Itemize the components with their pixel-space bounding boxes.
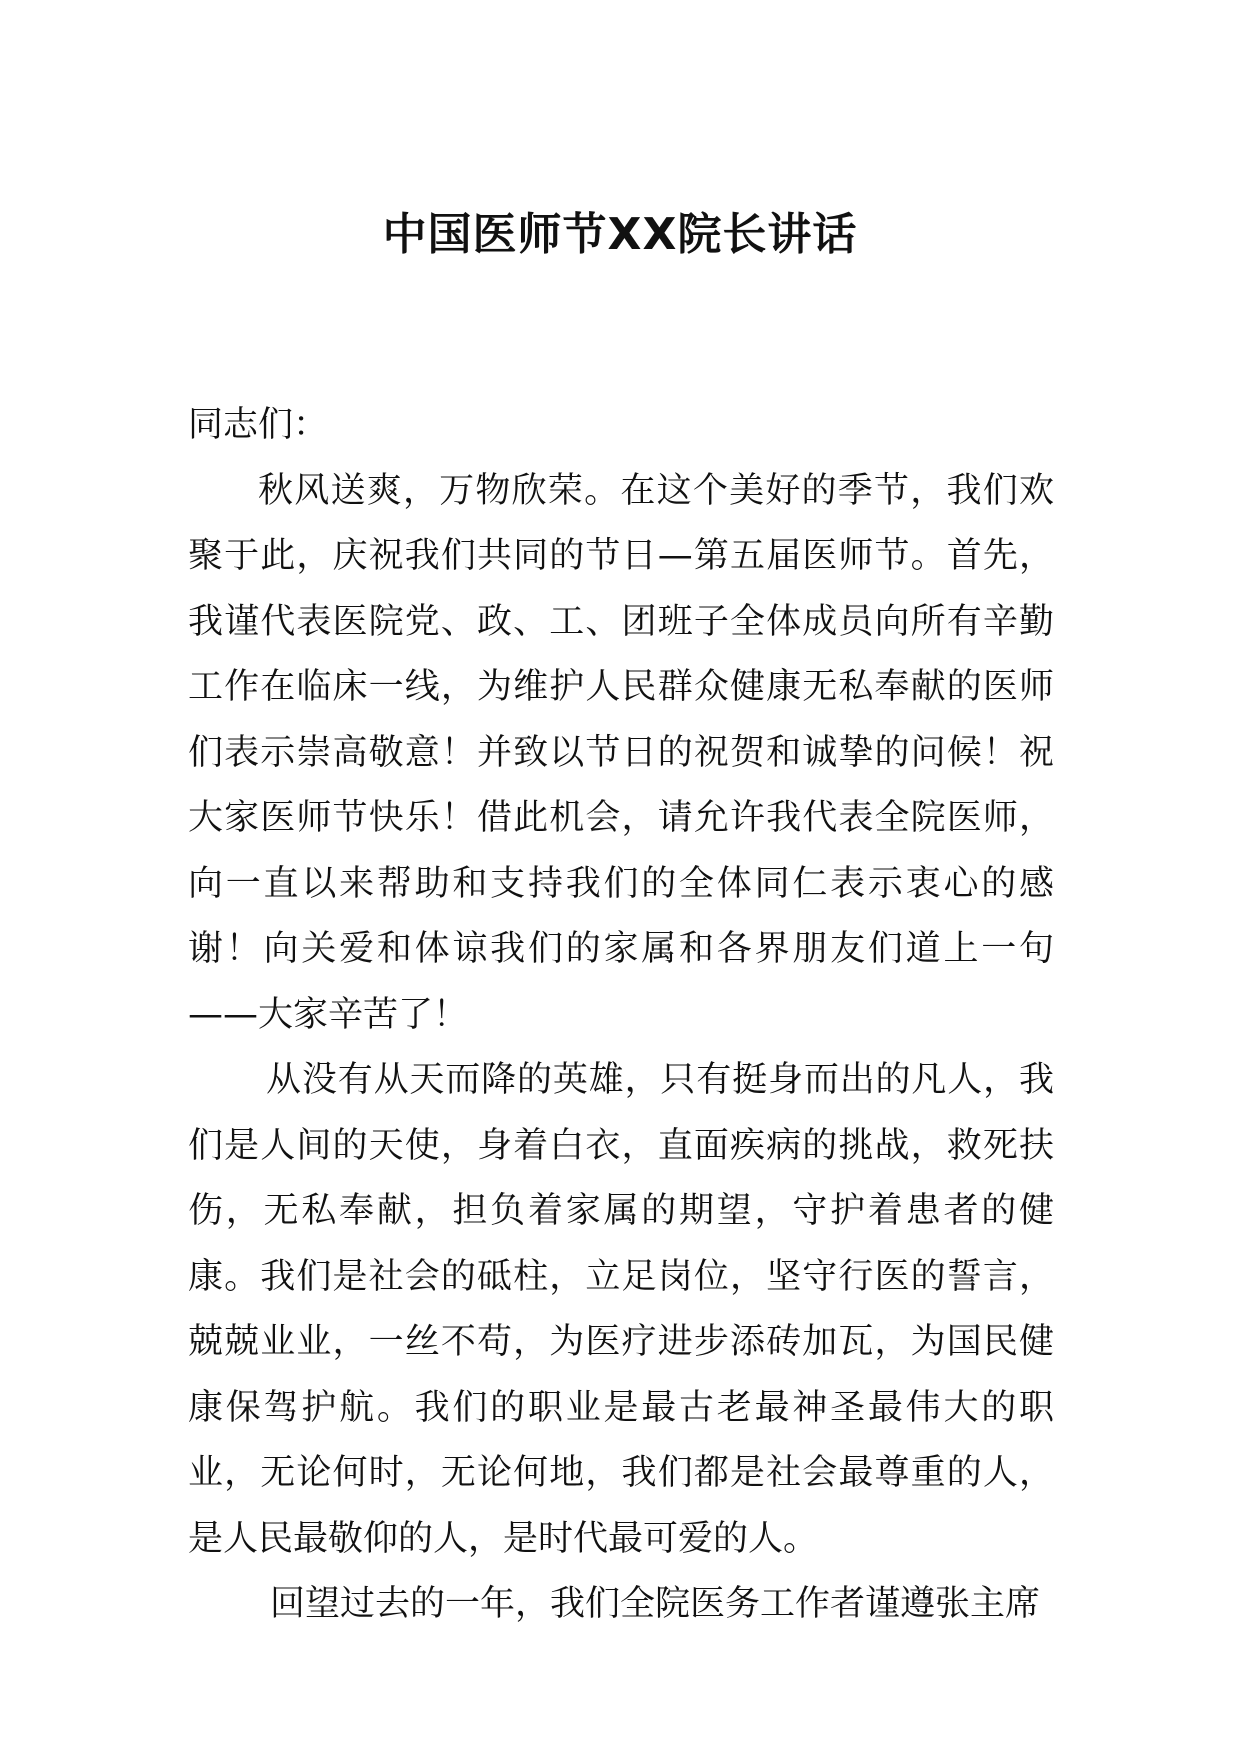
document-title: 中国医师节XX院长讲话 xyxy=(382,209,858,260)
paragraph-3: 回望过去的一年，我们全院医务工作者谨遵张主席 xyxy=(270,1584,1041,1624)
paragraph-1: 秋风送爽，万物欣荣。在这个美好的季节，我们欢聚于此，庆祝我们共同的节日—第五届医师节。首先，我谨代表医院党、政、工、团班子全体成员向所有辛勤工作在临床一线，为维护人民群众健康无私奉献的医师们表示崇高敬意！并致以节日的祝贺和诚挚的问候！祝大家医师节快乐！借此机会，请允许我代表全院医师，向一直以来帮助和支持我们的全体同仁表示衷心的感谢！向关爱和体谅我们的家属和各界朋友们道上一句——大家辛苦了！ xyxy=(188,470,1054,1035)
document-body xyxy=(188,393,1054,1638)
paragraph-2: 从没有从天而降的英雄，只有挺身而出的凡人，我们是人间的天使，身着白衣，直面疾病的挑战，救死扶伤，无私奉献，担负着家属的期望，守护着患者的健康。我们是社会的砥柱，立足岗位，坚守行医的誓言，兢兢业业，一丝不苟，为医疗进步添砖加瓦，为国民健康保驾护航。我们的职业是最古老最神圣最伟大的职业，无论何时，无论何地，我们都是社会最尊重的人，是人民最敬仰的人，是时代最可爱的人。 xyxy=(188,1060,1054,1559)
salutation: 同志们： xyxy=(188,405,329,445)
